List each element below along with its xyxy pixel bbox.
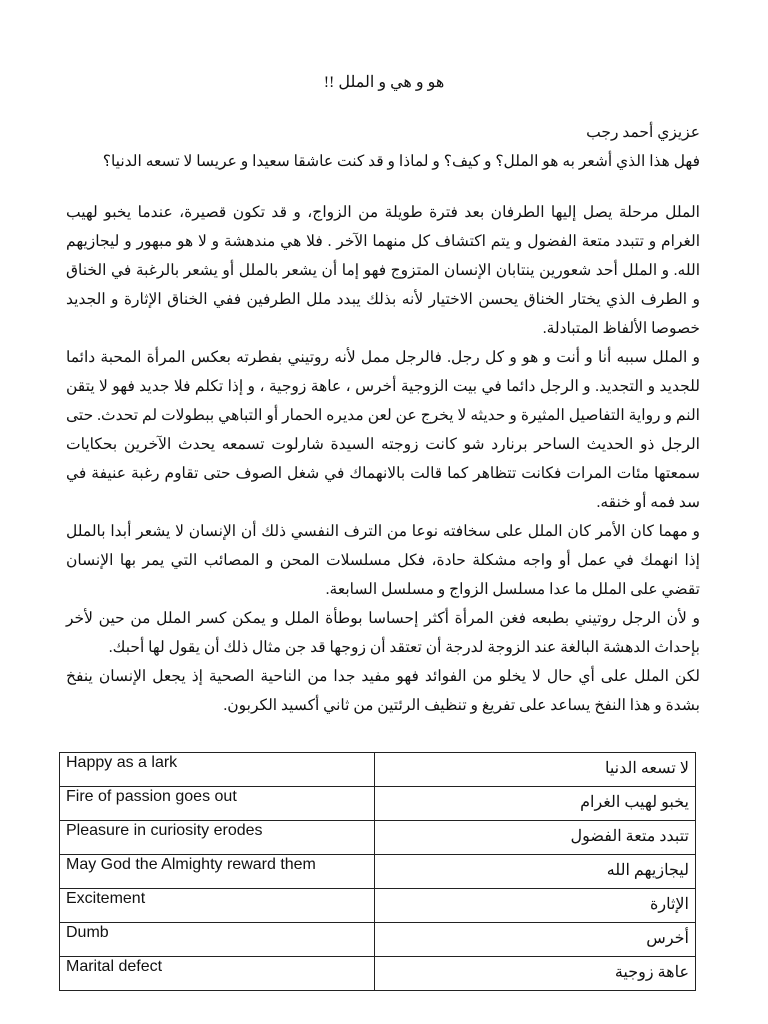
paragraph-4: و لأن الرجل روتيني بطبعه فغن المرأة أكثر إحساسا بوطأة الملل و يمكن كسر الملل من حين لأخر بإحداث الدهشة البالغة عند الزوجة لدرجة أن تعتقد أن زوجها قد جن مثال ذلك أن يقول لها أحبك. xyxy=(66,610,700,656)
glossary-arabic: الإثارة xyxy=(375,889,696,923)
glossary-english: Excitement xyxy=(60,889,375,923)
glossary-english: Dumb xyxy=(60,923,375,957)
table-row xyxy=(60,957,696,991)
glossary-arabic: يخبو لهيب الغرام xyxy=(375,787,696,821)
paragraph-gap xyxy=(66,176,700,198)
paragraph-1: الملل مرحلة يصل إليها الطرفان بعد فترة طويلة من الزواج، و قد تكون قصيرة، عندما يخبو لهيب الغرام و تتبدد متعة الفضول و يتم اكتشاف كل منهما الآخر . فلا هي مندهشة و لا هو مبهور و ليجازيهم الله. و الملل أحد شعورين ينتابان الإنسان المتزوج فهو إما أن يشعر بالملل أو يشعر بالرغبة في الخناق و الطرف الذي يختار الخناق يحسن الاختيار لأنه بذلك يبدد ملل الطرفين ففي الخناق الإثارة و الجديد خصوصا الألفاظ المتبادلة. xyxy=(66,204,700,337)
glossary-arabic: ليجازيهم الله xyxy=(375,855,696,889)
glossary-english: Marital defect xyxy=(60,957,375,991)
paragraph-5: لكن الملل على أي حال لا يخلو من الفوائد فهو مفيد جدا من الناحية الصحية إذ يجعل الإنسان ينفخ بشدة و هذا النفخ يساعد على تفريغ و تنظيف الرئتين من ثاني أكسيد الكربون. xyxy=(66,668,700,714)
glossary-arabic: أخرس xyxy=(375,923,696,957)
document-title: هو و هي و الملل !! xyxy=(323,74,445,91)
reader-question: فهل هذا الذي أشعر به هو الملل؟ و كيف؟ و لماذا و قد كنت عاشقا سعيدا و عريسا لا تسعه الدنيا؟ xyxy=(102,153,700,170)
table-row xyxy=(60,855,696,889)
table-row xyxy=(60,821,696,855)
glossary-english: Happy as a lark xyxy=(60,753,375,787)
table-row xyxy=(60,889,696,923)
glossary-english: Fire of passion goes out xyxy=(60,787,375,821)
table-row xyxy=(60,923,696,957)
paragraph-2: و الملل سببه أنا و أنت و هو و كل رجل. فالرجل ممل لأنه روتيني بفطرته بعكس المرأة المحبة دائما للجديد و التجديد. و الرجل دائما في بيت الزوجية أخرس ، عاهة زوجية ، و إذا تكلم فلا جديد فهو لا يتقن النم و رواية التفاصيل المثيرة و حديثه لا يخرج عن لعن مديره الحمار أو التباهي ببطولات لم تحدث. حتى الرجل ذو الحديث الساحر برنارد شو كانت زوجته السيدة شارلوت تسمعه يحدث الآخرين بحكايات سمعتها مئات المرات فكانت تتظاهر كما قالت بالانهماك في شغل الصوف حتى تقاوم رغبة عنيفة في سد فمه أو خنقه. xyxy=(66,349,700,511)
glossary-arabic: عاهة زوجية xyxy=(375,957,696,991)
salutation: عزيزي أحمد رجب xyxy=(586,124,700,141)
glossary-table xyxy=(59,752,696,991)
table-row xyxy=(60,753,696,787)
letter-body xyxy=(66,118,700,720)
glossary-english: Pleasure in curiosity erodes xyxy=(60,821,375,855)
glossary-arabic: تتبدد متعة الفضول xyxy=(375,821,696,855)
paragraph-3: و مهما كان الأمر كان الملل على سخافته نوعا من الترف النفسي ذلك أن الإنسان لا يشعر أبدا بالملل إذا انهمك في عمل أو واجه مشكلة حادة، فكل مسلسلات المحن و المصائب التي يمر بها الإنسان تقضي على الملل ما عدا مسلسل الزواج و مسلسل السابعة. xyxy=(66,523,700,598)
table-row xyxy=(60,787,696,821)
glossary-english: May God the Almighty reward them xyxy=(60,855,375,889)
glossary-arabic: لا تسعه الدنيا xyxy=(375,753,696,787)
